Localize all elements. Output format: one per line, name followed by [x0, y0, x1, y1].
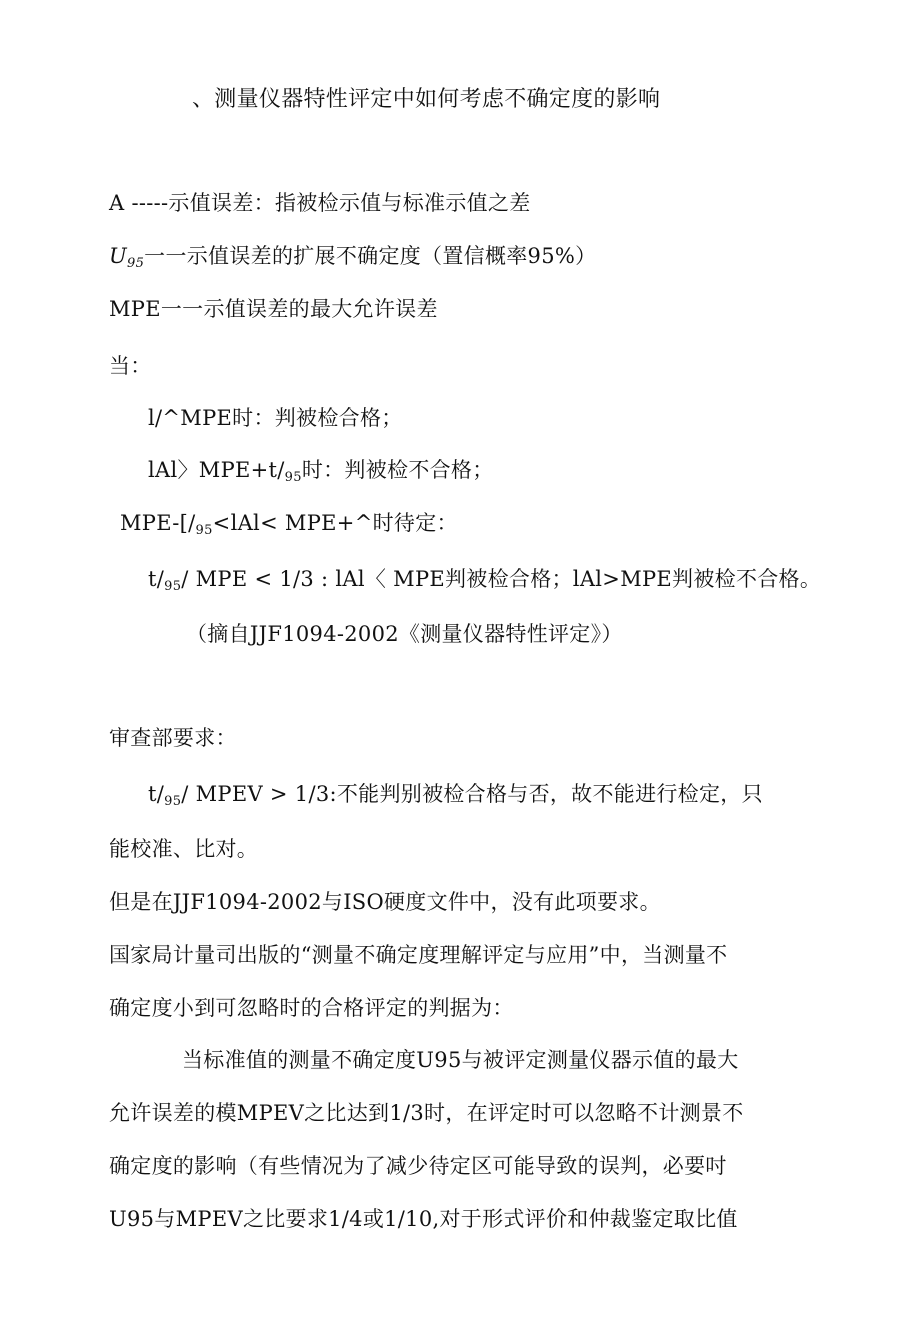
condition-pass: l/^MPE时：判被检合格； [148, 406, 403, 430]
u95-text: 一一示值误差的扩展不确定度（置信概率95%） [144, 244, 597, 268]
paragraph-3-line-1: 当标准值的测量不确定度U95与被评定测量仪器示值的最大 [182, 1048, 739, 1072]
review-label: 审查部要求： [109, 726, 237, 750]
condition-pending [120, 509, 458, 545]
review-line-1-pre: t/ [148, 782, 165, 806]
condition-fail-post: 时：判被检不合格； [301, 458, 494, 482]
when-label: 当： [109, 354, 152, 378]
paragraph-3-line-4: U95与MPEV之比要求1/4或1/10,对于形式评价和仲裁鉴定取比值 [109, 1207, 738, 1231]
condition-fail-sub: 95 [284, 470, 302, 485]
u95-symbol: U [109, 244, 127, 268]
condition-pending-sub: 95 [195, 523, 213, 538]
document-title: 、测量仪器特性评定中如何考虑不确定度的影响 [192, 87, 661, 112]
condition-ratio [148, 565, 821, 601]
definition-a: A -----示值误差：指被检示值与标准示值之差 [109, 191, 531, 215]
condition-ratio-post: / MPE < 1/3 : lAl〈 MPE判被检合格；lAl>MPE判被检不合格。 [181, 567, 822, 591]
condition-ratio-pre: t/ [148, 567, 165, 591]
condition-fail-pre: lAl〉MPE+t/ [148, 458, 285, 482]
review-line-1-sub: 95 [164, 794, 182, 809]
u95-subscript: 95 [127, 256, 145, 271]
definition-u95 [109, 242, 596, 278]
paragraph-1: 但是在JJF1094-2002与ISO硬度文件中，没有此项要求。 [109, 890, 661, 914]
paragraph-3-line-2: 允许误差的模MPEV之比达到1/3时，在评定时可以忽略不计测景不 [109, 1101, 744, 1125]
paragraph-3-line-3: 确定度的影响（有些情况为了减少待定区可能导致的误判，必要吋 [109, 1154, 727, 1178]
source-citation: （摘自JJF1094-2002《测量仪器特性评定》） [186, 622, 623, 646]
paragraph-2-line-2: 确定度小到可忽略时的合格评定的判据为： [109, 996, 514, 1020]
condition-pending-post: <lAl< MPE+^时待定： [212, 511, 458, 535]
condition-pending-pre: MPE-[/ [120, 511, 196, 535]
review-line-1-post: / MPEV > 1/3:不能判别被检合格与否，故不能进行检定，只 [181, 782, 763, 806]
paragraph-2-line-1: 国家局计量司出版的“测量不确定度理解评定与应用”中，当测量不 [109, 943, 728, 967]
review-line-2: 能校准、比对。 [109, 837, 259, 861]
condition-ratio-sub: 95 [164, 579, 182, 594]
review-line-1 [148, 780, 763, 816]
condition-fail [148, 456, 494, 492]
definition-mpe: MPE一一示值误差的最大允许误差 [109, 297, 438, 321]
